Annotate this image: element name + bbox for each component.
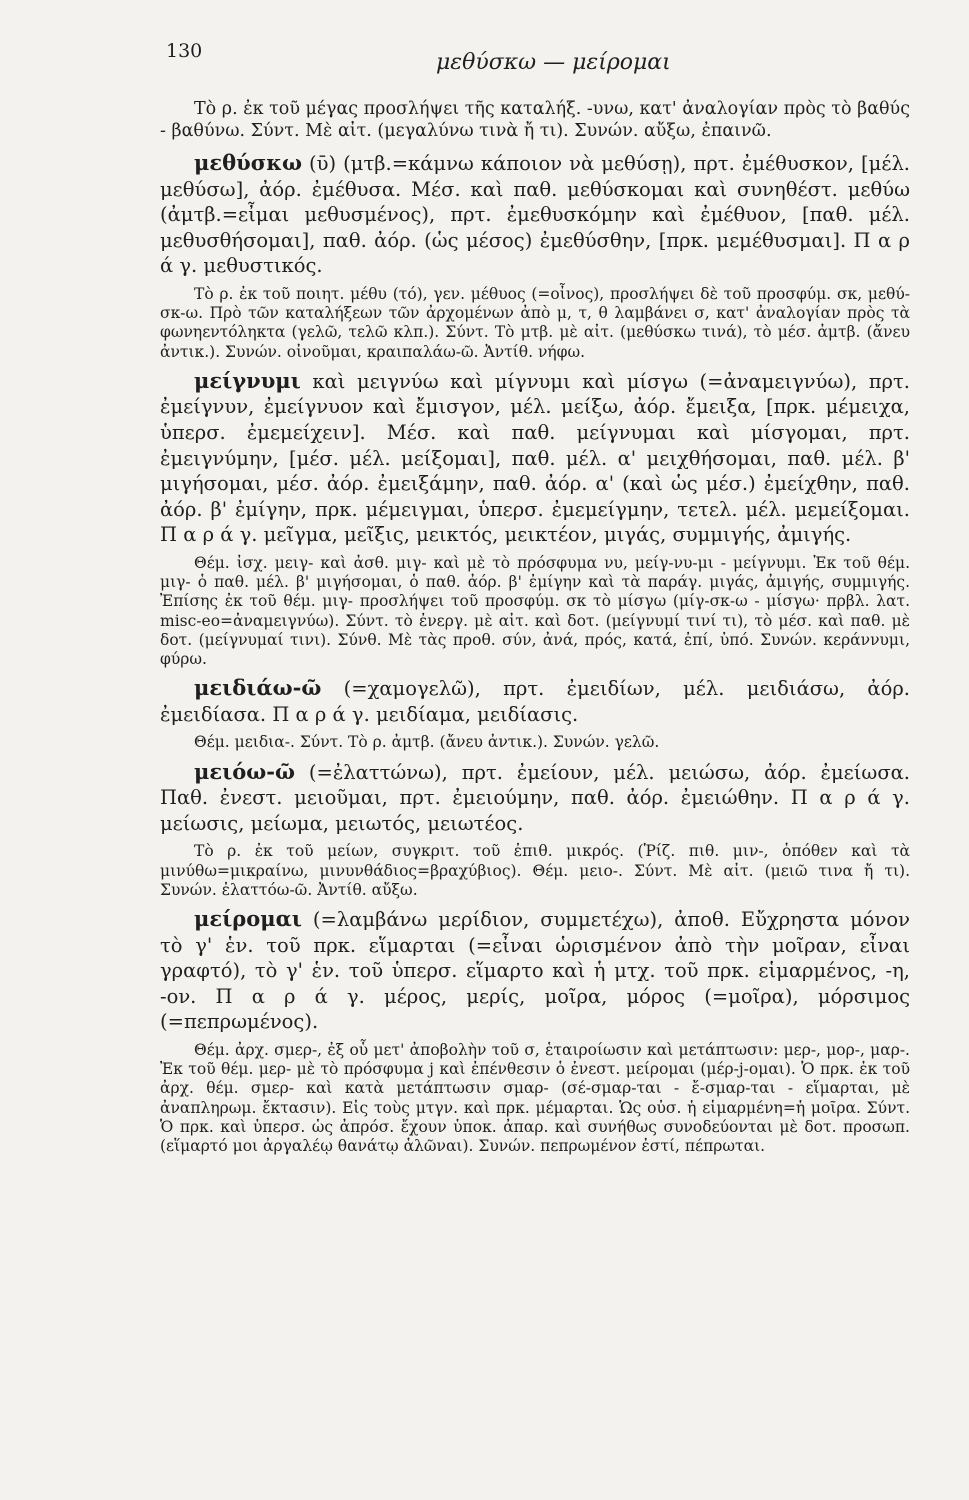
- lemma: μειδιάω-ῶ: [194, 675, 322, 701]
- entry-body: καὶ μειγνύω καὶ μίγνυμι καὶ μίσγω (=ἀναμειγνύω), πρτ. ἐμείγνυν, ἐμείγνυον καὶ ἔμισγον, μέλ. μείξω, ἀόρ. ἔμειξα, [πρκ. μέμειχα, ὑπερσ. ἐμεμείχειν]. Μέσ. καὶ παθ. μείγνυμαι καὶ μίσγομαι, πρτ. ἐμειγνύμην, [μέσ. μέλ. μείξομαι], παθ. μέλ. α' μειχθήσομαι, παθ. μέλ. β' μιγήσομαι, μέσ. ἀόρ. ἐμειξάμην, παθ. ἀόρ. α' (καὶ ὡς μέσ.) ἐμείχθην, παθ. ἀόρ. β' ἐμίγην, πρκ. μέμειγμαι, ὑπερσ. ἐμεμείγμην, τετελ. μέλ. μεμείξομαι. Π α ρ ά γ. μεῖγμα, μεῖξις, μεικτός, μεικτέον, μιγάς, συμμιγής, ἀμιγής.: [160, 369, 910, 547]
- entry-body: (ῡ) (μτβ.=κάμνω κάποιον νὰ μεθύσῃ), πρτ. ἐμέθυσκον, [μέλ. μεθύσω], ἀόρ. ἐμέθυσα. Μέσ. καὶ παθ. μεθύσκομαι καὶ συνηθέστ. μεθύω (ἀμτβ.=εἶμαι μεθυσμένος), πρτ. ἐμεθυσκόμην καὶ ἐμέθυον, [παθ. μέλ. μεθυσθήσομαι], παθ. ἀόρ. (ὡς μέσος) ἐμεθύσθην, [πρκ. μεμέθυσμαι]. Π α ρ ά γ. μεθυστικός.: [160, 152, 910, 278]
- entry-note: Τὸ ρ. ἐκ τοῦ ποιητ. μέθυ (τό), γεν. μέθυος (=οἶνος), προσλήψει δὲ τοῦ προσφύμ. σκ, μεθύ-σκ-ω. Πρὸ τῶν καταλήξεων τῶν ἀρχομένων ἀπὸ μ, τ, θ λαμβάνει σ, κατ' ἀναλογίαν πρὸς τὰ φωνηεντόληκτα (γελῶ, τελῶ κλπ.). Σύντ. Τὸ μτβ. μὲ αἰτ. (μεθύσκω τινά), τὸ μέσ. ἀμτβ. (ἄνευ ἀντικ.). Συνών. οἰνοῦμαι, κραιπαλάω-ῶ. Ἀντίθ. νήφω.: [160, 284, 910, 361]
- entry-meioo: [160, 759, 910, 900]
- entry-meidiao: [160, 675, 910, 752]
- entry-main: [160, 906, 910, 1035]
- lemma: μεθύσκω: [194, 150, 302, 175]
- entry-main: [160, 759, 910, 837]
- entry-methysko: [160, 150, 910, 362]
- lemma: μείγνυμι: [194, 367, 301, 393]
- entry-body: (=ἐλαττώνω), πρτ. ἐμείουν, μέλ. μειώσω, ἀόρ. ἐμείωσα. Παθ. ἐνεστ. μειοῦμαι, πρτ. ἐμειούμην, παθ. ἀόρ. ἐμειώθην. Π α ρ ά γ. μείωσις, μείωμα, μειωτός, μειωτέος.: [160, 760, 910, 835]
- entry-note: Τὸ ρ. ἐκ τοῦ μείων, συγκριτ. τοῦ ἐπιθ. μικρός. (Ῥίζ. πιθ. μιν-, ὁπόθεν καὶ τὰ μινύθω=μικραίνω, μινυνθάδιος=βραχύβιος). Θέμ. μειο-. Σύντ. Μὲ αἰτ. (μειῶ τινα ἤ τι). Συνών. ἐλαττόω-ῶ. Ἀντίθ. αὔξω.: [160, 842, 910, 899]
- lemma: μείρομαι: [194, 905, 302, 931]
- entry-note: Θέμ. μειδια-. Σύντ. Τὸ ρ. ἀμτβ. (ἄνευ ἀντικ.). Συνών. γελῶ.: [194, 733, 660, 752]
- entry-main: [160, 675, 910, 727]
- entry-meignymi: [160, 368, 910, 669]
- entry-meiromai: [160, 906, 910, 1156]
- entry-main: [160, 150, 910, 279]
- page-number: 130: [166, 40, 203, 62]
- entry-body: (=λαμβάνω μερίδιον, συμμετέχω), ἀποθ. Εὔχρηστα μόνον τὸ γ' ἑν. τοῦ πρκ. εἵμαρται (=εἶναι ὡρισμένον ἀπὸ τὴν μοῖραν, εἶναι γραφτό), τὸ γ' ἑν. τοῦ ὑπερσ. εἵμαρτο καὶ ἡ μτχ. τοῦ πρκ. εἱμαρμένος, -η, -ον. Π α ρ ά γ. μέρος, μερίς, μοῖρα, μόρος (=μοῖρα), μόρσιμος (=πεπρωμένος).: [160, 907, 910, 1034]
- entry-main: [160, 368, 910, 548]
- running-title: μεθύσκω — μείρομαι: [436, 50, 671, 75]
- entry-note: Θέμ. ἰσχ. μειγ- καὶ ἀσθ. μιγ- καὶ μὲ τὸ πρόσφυμα νυ, μείγ-νυ-μι - μείγνυμι. Ἐκ τοῦ θέμ. μιγ- ὁ παθ. μέλ. β' μιγήσομαι, ὁ παθ. ἀόρ. β' ἐμίγην καὶ τὰ παράγ. μιγάς, ἀμιγής, συμμιγής. Ἐπίσης ἐκ τοῦ θέμ. μιγ- προσλήψει τοῦ προσφύμ. σκ τὸ μίσγω (μίγ-σκ-ω - μίσγω· πρβλ. λατ. misc-eo=ἀναμειγνύω). Σύντ. τὸ ἐνεργ. μὲ αἰτ. καὶ δοτ. (μείγνυμί τινί τι), τὸ μέσ. καὶ παθ. μὲ δοτ. (μείγνυμαί τινι). Σύνθ. Μὲ τὰς προθ. σύν, ἀνά, πρός, κατά, ἐπί, ὑπό. Συνών. κεράννυμι, φύρω.: [160, 553, 910, 668]
- entry-note: Θέμ. ἀρχ. σμερ-, ἐξ οὗ μετ' ἀποβολὴν τοῦ σ, ἑταιροίωσιν καὶ μετάπτωσιν: μερ-, μορ-, μαρ-. Ἐκ τοῦ θέμ. μερ- μὲ τὸ πρόσφυμα j καὶ ἐπένθεσιν ὁ ἐνεστ. μείρομαι (μέρ-j-ομαι). Ὁ πρκ. ἐκ τοῦ ἀρχ. θέμ. σμερ- καὶ κατὰ μετάπτωσιν σμαρ- (σέ-σμαρ-ται - ἔ-σμαρ-ται - εἵμαρται, μὲ ἀναπληρωμ. ἔκτασιν). Εἰς τοὺς μτγν. καὶ πρκ. μέμαρται. Ὡς οὐσ. ἡ εἱμαρμένη=ἡ μοῖρα. Σύντ. Ὁ πρκ. καὶ ὑπερσ. ὡς ἀπρόσ. ἔχουν ὑποκ. ἀπαρ. καὶ συνήθως συνοδεύονται μὲ δοτ. προσωπ. (εἵμαρτό μοι ἀργαλέῳ θανάτῳ ἁλῶναι). Συνών. πεπρωμένον ἐστί, πέπρωται.: [160, 1040, 910, 1155]
- page-content: [160, 98, 910, 1162]
- intro-note: Τὸ ρ. ἐκ τοῦ μέγας προσλήψει τῆς καταλήξ. -υνω, κατ' ἀναλογίαν πρὸς τὸ βαθύς - βαθύνω. Σύντ. Μὲ αἰτ. (μεγαλύνω τινὰ ἤ τι). Συνών. αὔξω, ἐπαινῶ.: [160, 99, 910, 141]
- lemma: μειόω-ῶ: [194, 758, 296, 784]
- entry-body: (=χαμογελῶ), πρτ. ἐμειδίων, μέλ. μειδιάσω, ἀόρ. ἐμειδίασα. Π α ρ ά γ. μειδίαμα, μειδίασις.: [160, 677, 910, 726]
